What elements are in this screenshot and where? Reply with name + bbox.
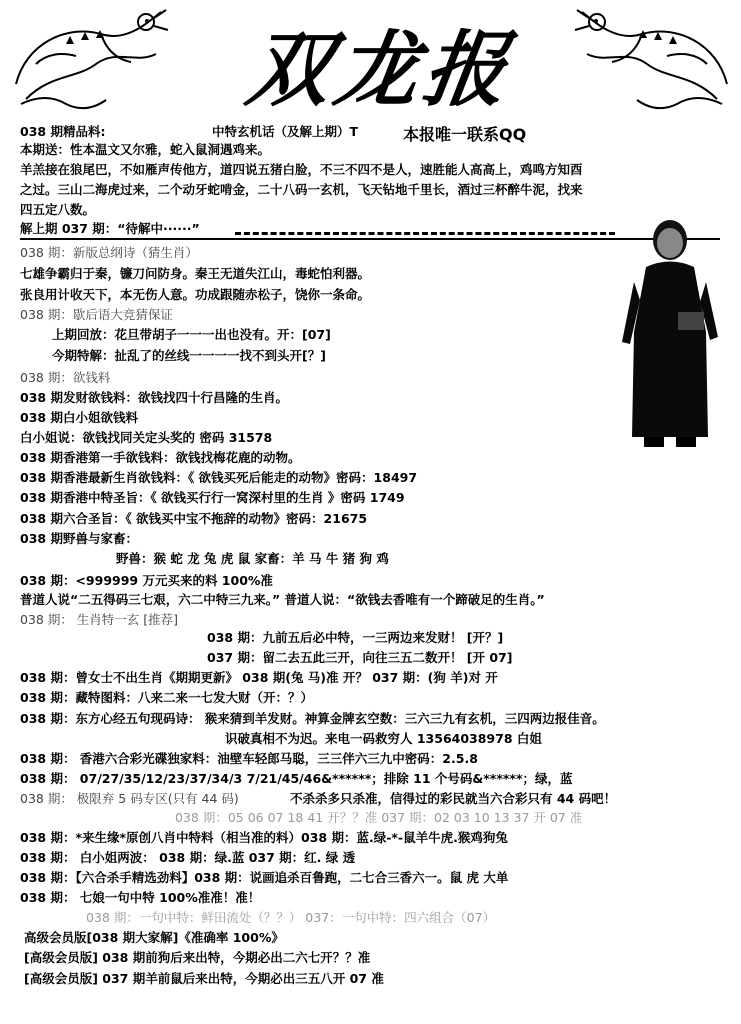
- text-line: 038 期野兽与家畜：: [20, 531, 138, 546]
- text-line: 038 期精品料:: [20, 124, 106, 139]
- text-line: 038 期白小姐欲钱料: [20, 410, 138, 425]
- man-in-robe-figure: [618, 212, 723, 452]
- text-line: 038 期：曾女士不出生肖《期期更新》 038 期(兔 马)准 开？ 037 期：(狗 羊)对 开: [20, 670, 498, 685]
- text-line: 038 期： 白小姐两波： 038 期：绿.蓝 037 期：红. 绿 透: [20, 850, 356, 865]
- text-line: [高级会员版] 038 期前狗后来出特，今期必出二六七开？？准: [24, 950, 371, 965]
- text-line: 038 期：<999999 万元买来的料 100%准: [20, 573, 273, 588]
- dragon-ornament-right: [572, 4, 737, 114]
- contact-qq: 本报唯一联系QQ: [403, 125, 527, 144]
- text-line: 张良用计收天下，本无伤人意。功成跟随赤松子，饶你一条命。: [20, 287, 371, 302]
- text-line: 今期特解：扯乱了的丝线一一一一找不到头开[？]: [52, 348, 326, 363]
- text-line: 038 期：新版总纲诗（猜生肖）: [20, 245, 198, 260]
- text-line: 038 期： 七娘一句中特 100%准准！准！: [20, 890, 261, 905]
- text-line: 038 期： 07/27/35/12/23/37/34/3 7/21/45/46&******；排除 11 个号码&******；绿，蓝: [20, 771, 573, 786]
- masthead-title: 双龙报: [241, 22, 519, 118]
- text-line: 七雄争霸归于秦，镰刀问防身。秦王无道失江山，毒蛇怕利器。: [20, 266, 371, 281]
- text-line: 038 期：*来生缘*原创八肖中特料（相当准的料）038 期：蓝.绿-*-鼠羊牛虎.猴鸡狗兔: [20, 830, 508, 845]
- text-line: 037 期：留二去五此三开，向往三五二数开！ [开 07]: [207, 650, 513, 665]
- text-line: 野兽：猴 蛇 龙 兔 虎 鼠 家畜：羊 马 牛 猪 狗 鸡: [116, 551, 389, 566]
- text-line: 解上期 037 期：“待解中······”: [20, 221, 200, 236]
- text-line: [高级会员版] 037 期羊前鼠后来出特，今期必出三五八开 07 准: [24, 971, 384, 986]
- dotted-divider: [235, 232, 615, 235]
- text-line: 038 期：一句中特：鲜田流处（？？） 037：一句中特：四六组合（07）: [86, 910, 496, 925]
- text-line: 038 期：歇后语大竞猜保证: [20, 307, 173, 322]
- text-line: 识破真相不为迟。来电一码救穷人 13564038978 白姐: [225, 731, 542, 746]
- text-line: 038 期：欲钱料: [20, 370, 111, 385]
- text-line: 038 期香港最新生肖欲钱料：《 欲钱买死后能走的动物》密码：18497: [20, 470, 418, 485]
- text-line: 038 期：东方心经五句现码诗： 猴来猜到羊发财。神算金牌玄空数：三六三九有玄机，三四两边报佳音。: [20, 711, 605, 726]
- dragon-ornament-left: [6, 4, 171, 114]
- text-line: 四五定八数。: [20, 202, 96, 217]
- text-line: 038 期发财欲钱料：欲钱找四十行昌隆的生肖。: [20, 390, 288, 405]
- section-rule: [20, 238, 720, 240]
- text-line: 038 期：藏特图料：八来二来一七发大财（开：？）: [20, 690, 313, 705]
- text-line: 038 期：05 06 07 18 41 开？？准 037 期：02 03 10 13 37 开 07 准: [175, 810, 583, 825]
- text-line: 高级会员版[038 期大家解]《准确率 100%》: [24, 930, 284, 945]
- text-line: 中特玄机话（及解上期）T: [212, 124, 359, 139]
- text-line: 038 期：【六合杀手精选劲料】038 期：说画追杀百鲁跑，二七合三香六一。鼠 虎 大单: [20, 870, 509, 885]
- text-line: 本期送：性本温文又尔雅，蛇入鼠洞遇鸡来。: [20, 142, 271, 157]
- text-line: 038 期香港第一手欲钱料：欲钱找梅花鹿的动物。: [20, 450, 301, 465]
- text-line: 羊羔接在狼尾巴，不如雁声传他方，道四说五猪白脸，不三不四不是人，速胜能人高高上，鸡鸣方知酉: [20, 162, 583, 177]
- text-line: 白小姐说：欲钱找同关定头奖的 密码 31578: [20, 430, 273, 445]
- text-line: 上期回放：花旦带胡子一一一出也没有。开：[07]: [52, 327, 331, 342]
- text-line: 038 期： 极限弃 5 码专区(只有 44 码): [20, 791, 239, 806]
- text-line: 038 期： 生肖特一玄 [推荐]: [20, 612, 179, 627]
- text-line: 038 期： 香港六合彩光碟独家料：油壁车轻郎马聪，三三伴六三九中密码：2.5.8: [20, 751, 478, 766]
- text-line: 普道人说“二五得码三七艰，六二中特三九来。” 普道人说：“欲钱去香唯有一个蹄破足的生肖。”: [20, 592, 545, 607]
- text-line: 038 期香港中特圣旨：《 欲钱买行行一窝深村里的生肖 》密码 1749: [20, 490, 405, 505]
- text-line: 不杀杀多只杀准，信得过的彩民就当六合彩只有 44 码吧！: [290, 791, 617, 806]
- text-line: 038 期：九前五后必中特，一三两边来发财！ [开？]: [207, 630, 504, 645]
- text-line: 038 期六合圣旨：《 欲钱买中宝不拖辞的动物》密码：21675: [20, 511, 368, 526]
- text-line: 之过。三山二海虎过来，二个动牙蛇啃金，二十八码一玄机，飞天钻地千里长，酒过三杯醉牛泥，找来: [20, 182, 583, 197]
